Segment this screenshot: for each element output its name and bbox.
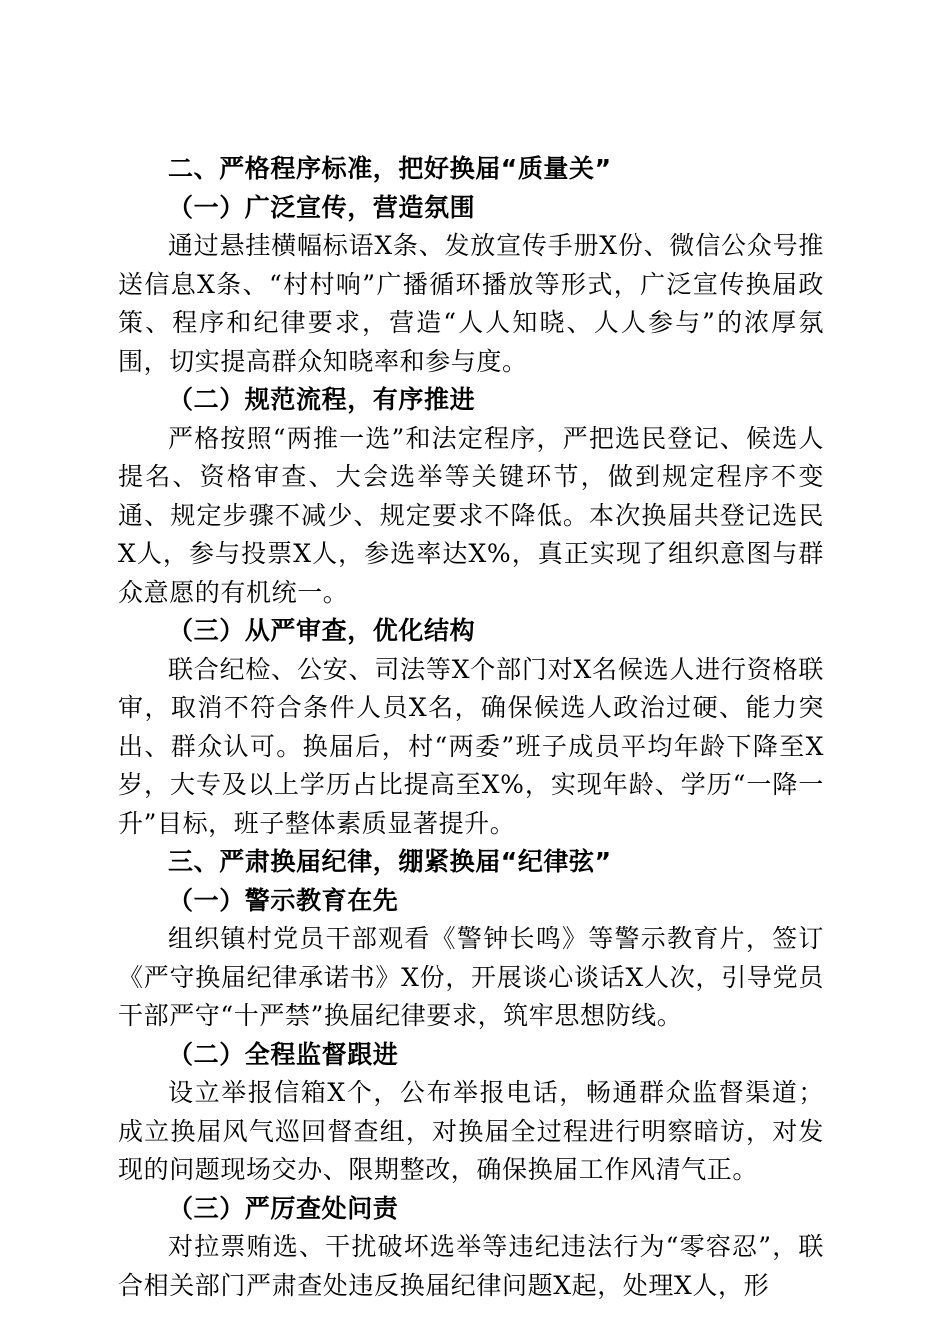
section-heading: 二、严格程序标准，把好换届“质量关” — [168, 154, 612, 183]
subsection-heading: （二）规范流程，有序推进 — [168, 385, 476, 414]
paragraph: 联合纪检、公安、司法等X个部门对X名候选人进行资格联审，取消不符合条件人员X名，确保候选人政治过硬、能力突出、群众认可。换届后，村“两委”班子成员平均年龄下降至X岁，大专及以上学历占比提高至X%，实现年龄、学历“一降一升”目标，班子整体素质显著提升。 — [118, 654, 824, 838]
subsection-heading: （二）全程监督跟进 — [168, 1039, 399, 1069]
paragraph: 对拉票贿选、干扰破坏选举等违纪违法行为“零容忍”，联合相关部门严肃查处违反换届纪律问题X起，处理X人，形 — [118, 1232, 824, 1300]
paragraph: 设立举报信箱X个，公布举报电话，畅通群众监督渠道；成立换届风气巡回督查组，对换届全过程进行明察暗访，对发现的问题现场交办、限期整改，确保换届工作风清气正。 — [118, 1078, 824, 1184]
document-body — [118, 150, 824, 1305]
paragraph: 严格按照“两推一选”和法定程序，严把选民登记、候选人提名、资格审查、大会选举等关键环节，做到规定程序不变通、规定步骤不减少、规定要求不降低。本次换届共登记选民X人，参与投票X人，参选率达X%，真正实现了组织意图与群众意愿的有机统一。 — [118, 423, 824, 607]
subsection-heading: （三）从严审查，优化结构 — [168, 616, 476, 645]
paragraph: 通过悬挂横幅标语X条、发放宣传手册X份、微信公众号推送信息X条、“村村响”广播循环播放等形式，广泛宣传换届政策、程序和纪律要求，营造“人人知晓、人人参与”的浓厚氛围，切实提高群众知晓率和参与度。 — [118, 231, 824, 376]
subsection-heading: （一）警示教育在先 — [168, 885, 399, 915]
subsection-heading: （三）严厉查处问责 — [168, 1193, 399, 1223]
section-heading: 三、严肃换届纪律，绷紧换届“纪律弦” — [168, 847, 612, 876]
paragraph: 组织镇村党员干部观看《警钟长鸣》等警示教育片，签订《严守换届纪律承诺书》X份，开展谈心谈话X人次，引导党员干部严守“十严禁”换届纪律要求，筑牢思想防线。 — [118, 924, 824, 1030]
subsection-heading: （一）广泛宣传，营造氛围 — [168, 192, 476, 222]
